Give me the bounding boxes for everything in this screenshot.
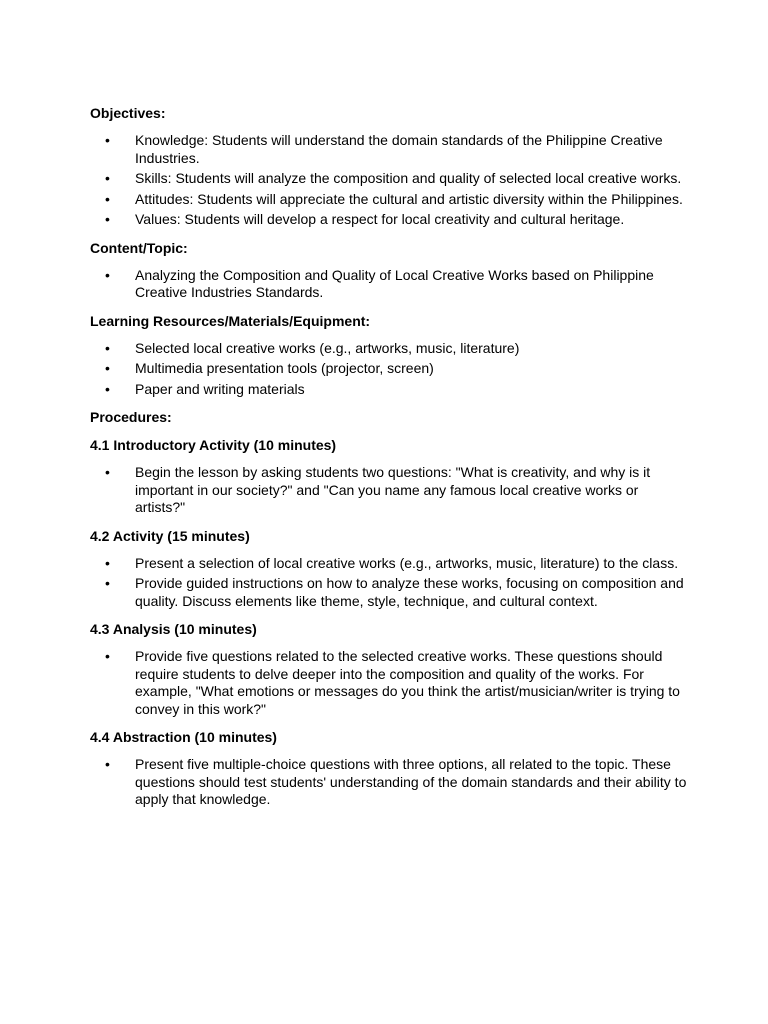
list-item-text: Skills: Students will analyze the composition and quality of selected local creative works.: [135, 170, 682, 186]
list-item-text: Provide five questions related to the selected creative works. These questions should require students to delve deeper into the composition and quality of the works. For example, "What emotions or messages do you think the artist/musician/writer is trying to convey in this work?": [135, 648, 680, 717]
list-item: [90, 756, 690, 809]
bullet-list: [90, 464, 690, 517]
bullet-icon: •: [105, 211, 110, 227]
list-item: [90, 575, 690, 610]
list-item: [90, 555, 690, 573]
list-item-text: Multimedia presentation tools (projector, screen): [135, 360, 434, 376]
section-heading: 4.4 Abstraction (10 minutes): [90, 729, 277, 745]
bullet-icon: •: [105, 464, 110, 480]
section-heading: 4.2 Activity (15 minutes): [90, 527, 250, 544]
list-item: [90, 170, 690, 188]
bullet-icon: •: [105, 266, 110, 283]
section-heading: Objectives:: [90, 105, 166, 121]
bullet-icon: •: [105, 648, 110, 664]
list-item: [90, 464, 690, 517]
list-item-text: Begin the lesson by asking students two questions: "What is creativity, and why is it important in our society?" and "Can you name any famous local creative works or artists?": [135, 464, 651, 515]
bullet-list: [90, 340, 690, 399]
bullet-icon: •: [105, 170, 110, 186]
list-item: [90, 132, 690, 167]
section-heading: Procedures:: [90, 409, 172, 425]
bullet-list: [90, 267, 690, 302]
bullet-list: [90, 132, 690, 229]
bullet-list: [90, 648, 690, 718]
list-item-text: Knowledge: Students will understand the domain standards of the Philippine Creative Industries.: [135, 132, 663, 166]
section-heading: 4.3 Analysis (10 minutes): [90, 621, 257, 637]
bullet-icon: •: [105, 380, 110, 397]
list-item-text: Attitudes: Students will appreciate the cultural and artistic diversity within the Philippines.: [135, 190, 683, 207]
bullet-icon: •: [105, 339, 110, 356]
list-item: [90, 340, 690, 358]
bullet-icon: •: [105, 190, 110, 207]
list-item: [90, 191, 690, 209]
bullet-icon: •: [105, 756, 110, 772]
bullet-icon: •: [105, 132, 110, 148]
list-item-text: Values: Students will develop a respect for local creativity and cultural heritage.: [135, 211, 625, 227]
list-item: [90, 648, 690, 718]
list-item-text: Analyzing the Composition and Quality of Local Creative Works based on Philippine Creative Industries Standards.: [135, 266, 654, 300]
bullet-list: [90, 555, 690, 611]
document-page: [90, 104, 690, 819]
bullet-icon: •: [105, 360, 110, 376]
list-item-text: Paper and writing materials: [135, 380, 305, 397]
list-item-text: Provide guided instructions on how to analyze these works, focusing on composition and quality. Discuss elements like theme, style, technique, and cultural context.: [135, 575, 684, 609]
section-heading: Content/Topic:: [90, 239, 188, 256]
list-item: [90, 211, 690, 229]
list-item: [90, 381, 690, 399]
list-item-text: Selected local creative works (e.g., artworks, music, literature): [135, 339, 520, 356]
bullet-icon: •: [105, 575, 110, 591]
document-content: [90, 104, 690, 809]
list-item: [90, 360, 690, 378]
list-item-text: Present a selection of local creative works (e.g., artworks, music, literature) to the class.: [135, 554, 679, 571]
section-heading: Learning Resources/Materials/Equipment:: [90, 312, 371, 329]
bullet-list: [90, 756, 690, 809]
section-heading: 4.1 Introductory Activity (10 minutes): [90, 437, 337, 453]
list-item-text: Present five multiple-choice questions with three options, all related to the topic. These questions should test students' understanding of the domain standards and their ability to apply that knowledge.: [135, 756, 687, 807]
bullet-icon: •: [105, 554, 110, 571]
list-item: [90, 267, 690, 302]
